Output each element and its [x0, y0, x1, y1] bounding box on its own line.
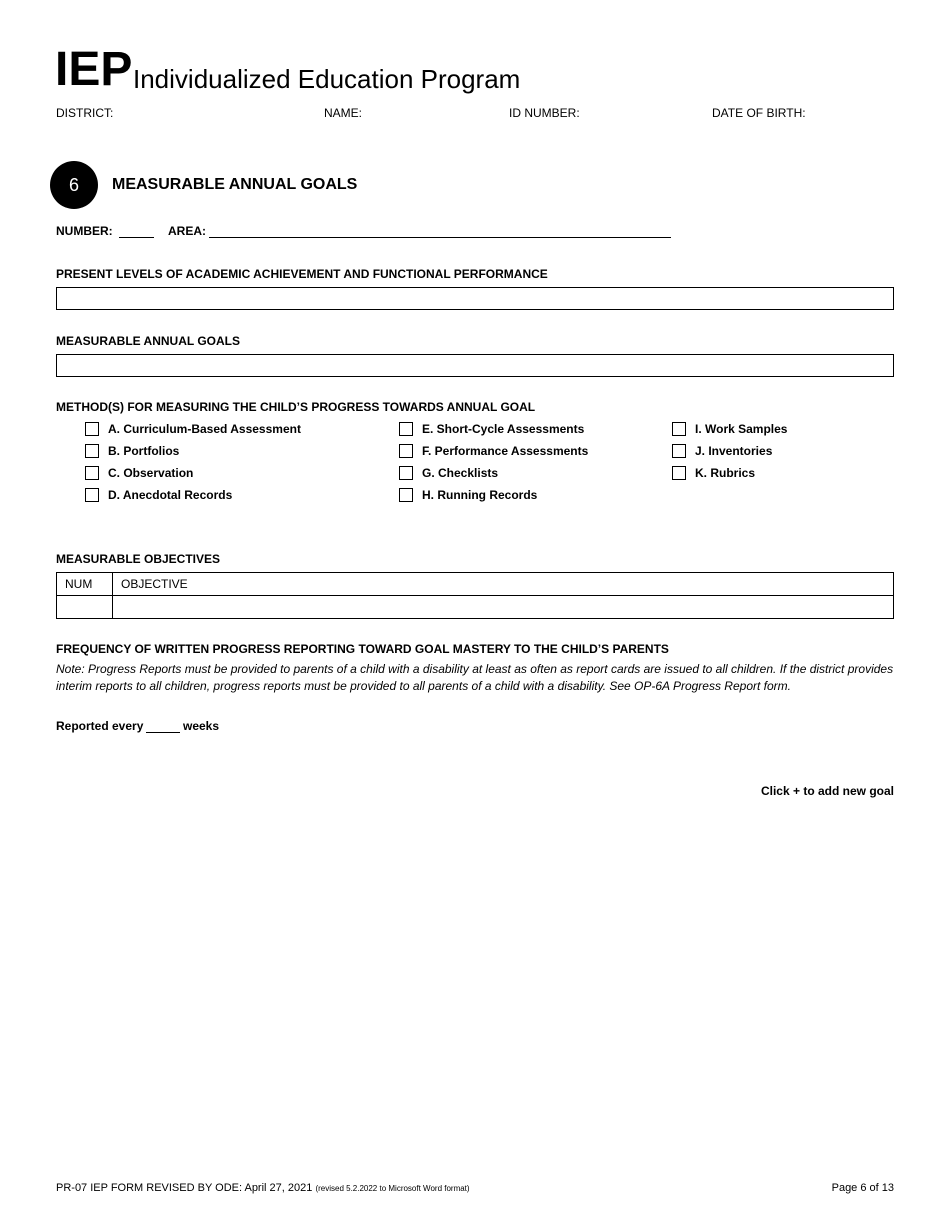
frequency-note: Note: Progress Reports must be provided to parents of a child with a disability at least as often as report cards are issued to all children. If the district provides interim reports to all children, progress reports must be provided to all parents of a child with a disability. See OP-6A Progress Report form.: [56, 662, 894, 693]
section-number-badge: 6: [50, 161, 98, 209]
method-option[interactable]: [399, 487, 588, 503]
method-checkbox[interactable]: [672, 422, 686, 436]
goal-number-field[interactable]: [119, 224, 154, 238]
method-checkbox[interactable]: [85, 488, 99, 502]
objective-column-header: OBJECTIVE: [113, 573, 894, 596]
methods-label: METHOD(S) FOR MEASURING THE CHILD’S PROGRESS TOWARDS ANNUAL GOAL: [56, 400, 536, 414]
objectives-label: MEASURABLE OBJECTIVES: [56, 552, 221, 566]
method-option[interactable]: [85, 465, 301, 481]
method-checkbox[interactable]: [399, 422, 413, 436]
method-label: I. Work Samples: [695, 422, 788, 436]
footer-revised-note: (revised 5.2.2022 to Microsoft Word format): [315, 1184, 470, 1193]
name-label: NAME:: [324, 106, 363, 120]
footer-form-revision: PR-07 IEP FORM REVISED BY ODE: April 27, 2021: [56, 1182, 313, 1194]
district-label: DISTRICT:: [56, 106, 114, 120]
method-option[interactable]: [399, 443, 588, 459]
objectives-header-row: [57, 573, 894, 596]
method-checkbox[interactable]: [399, 466, 413, 480]
method-checkbox[interactable]: [399, 488, 413, 502]
method-label: K. Rubrics: [695, 466, 756, 480]
annual-goals-field[interactable]: [56, 354, 894, 377]
goal-area-field[interactable]: [209, 224, 671, 238]
method-checkbox[interactable]: [399, 444, 413, 458]
method-label: D. Anecdotal Records: [108, 488, 233, 502]
methods-column-2: [399, 421, 588, 503]
method-label: H. Running Records: [422, 488, 538, 502]
method-option[interactable]: [85, 421, 301, 437]
method-label: A. Curriculum-Based Assessment: [108, 422, 301, 436]
section-title: MEASURABLE ANNUAL GOALS: [112, 176, 358, 193]
method-label: G. Checklists: [422, 466, 499, 480]
method-checkbox[interactable]: [85, 422, 99, 436]
objective-text-cell[interactable]: [113, 596, 894, 619]
reported-every-label: Reported every: [56, 719, 144, 733]
page-number: Page 6 of 13: [831, 1182, 894, 1194]
method-option[interactable]: [672, 443, 787, 459]
method-option[interactable]: [399, 421, 588, 437]
footer-form-id: [56, 1182, 470, 1194]
method-checkbox[interactable]: [85, 466, 99, 480]
method-label: F. Performance Assessments: [422, 444, 589, 458]
frequency-label: FREQUENCY OF WRITTEN PROGRESS REPORTING TOWARD GOAL MASTERY TO THE CHILD’S PARENTS: [56, 642, 669, 656]
method-option[interactable]: [399, 465, 588, 481]
form-title: Individualized Education Program: [133, 64, 521, 94]
add-goal-button[interactable]: Click + to add new goal: [760, 784, 894, 798]
date-of-birth-label: DATE OF BIRTH:: [712, 106, 806, 120]
objective-num-cell[interactable]: [57, 596, 113, 619]
methods-column-3: [672, 421, 787, 481]
objectives-table: [56, 572, 894, 619]
goal-number-label: NUMBER:: [56, 224, 113, 238]
method-option[interactable]: [85, 443, 301, 459]
annual-goals-label: MEASURABLE ANNUAL GOALS: [56, 334, 241, 348]
method-option[interactable]: [672, 465, 787, 481]
method-label: B. Portfolios: [108, 444, 180, 458]
method-option[interactable]: [672, 421, 787, 437]
method-label: C. Observation: [108, 466, 194, 480]
method-checkbox[interactable]: [672, 466, 686, 480]
method-option[interactable]: [85, 487, 301, 503]
method-checkbox[interactable]: [85, 444, 99, 458]
method-label: J. Inventories: [695, 444, 773, 458]
weeks-label: weeks: [183, 719, 220, 733]
goal-area-label: AREA:: [168, 224, 206, 238]
num-column-header: NUM: [57, 573, 113, 596]
method-checkbox[interactable]: [672, 444, 686, 458]
method-label: E. Short-Cycle Assessments: [422, 422, 585, 436]
table-row: [57, 596, 894, 619]
present-levels-field[interactable]: [56, 287, 894, 310]
reported-weeks-field[interactable]: [146, 719, 180, 733]
present-levels-label: PRESENT LEVELS OF ACADEMIC ACHIEVEMENT AND FUNCTIONAL PERFORMANCE: [56, 267, 548, 281]
iep-acronym: IEP: [55, 43, 133, 96]
methods-column-1: [85, 421, 301, 503]
id-number-label: ID NUMBER:: [509, 106, 580, 120]
